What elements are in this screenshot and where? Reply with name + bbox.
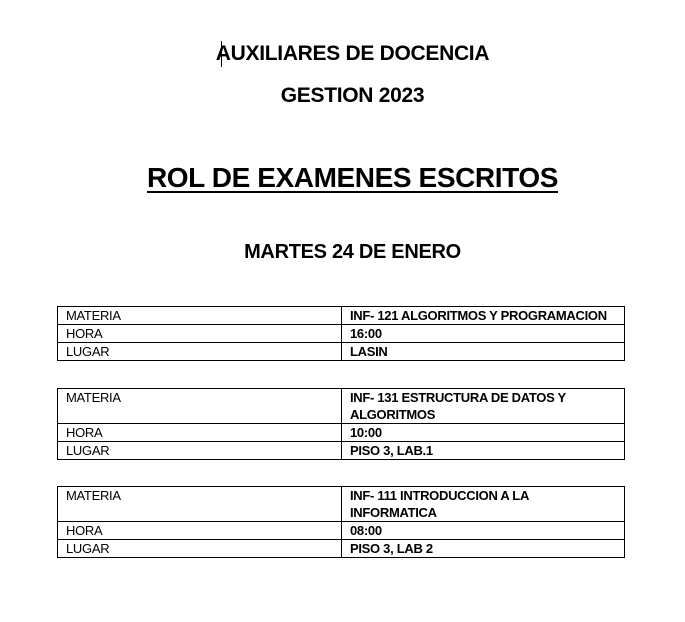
main-title bbox=[10, 159, 685, 197]
materia-label: MATERIA bbox=[58, 389, 342, 424]
hora-label: HORA bbox=[58, 424, 342, 442]
table-row bbox=[58, 442, 625, 460]
table-row bbox=[58, 389, 625, 424]
table-row bbox=[58, 325, 625, 343]
lugar-value: PISO 3, LAB.1 bbox=[342, 442, 625, 460]
table-row bbox=[58, 487, 625, 522]
hora-label: HORA bbox=[58, 522, 342, 540]
materia-label: MATERIA bbox=[58, 487, 342, 522]
lugar-label: LUGAR bbox=[58, 442, 342, 460]
exam-table bbox=[57, 388, 625, 460]
table-row bbox=[58, 522, 625, 540]
document-subtitle: GESTION 2023 bbox=[280, 84, 425, 107]
lugar-value: LASIN bbox=[342, 343, 625, 361]
materia-value: INF- 131 ESTRUCTURA DE DATOS Y ALGORITMOS bbox=[342, 389, 625, 424]
hora-label: HORA bbox=[58, 325, 342, 343]
lugar-label: LUGAR bbox=[58, 343, 342, 361]
hora-value: 10:00 bbox=[342, 424, 625, 442]
hora-value: 08:00 bbox=[342, 522, 625, 540]
lugar-value: PISO 3, LAB 2 bbox=[342, 540, 625, 558]
exam-table bbox=[57, 486, 625, 558]
document-title: AUXILIARES DE DOCENCIA bbox=[215, 42, 490, 65]
hora-value: 16:00 bbox=[342, 325, 625, 343]
materia-label: MATERIA bbox=[58, 307, 342, 325]
table-row bbox=[58, 424, 625, 442]
materia-value: INF- 121 ALGORITMOS Y PROGRAMACION bbox=[342, 307, 625, 325]
exam-table bbox=[57, 306, 625, 361]
table-row bbox=[58, 307, 625, 325]
main-title-text: ROL DE EXAMENES ESCRITOS bbox=[146, 162, 558, 193]
materia-value: INF- 111 INTRODUCCION A LA INFORMATICA bbox=[342, 487, 625, 522]
table-row bbox=[58, 343, 625, 361]
table-row bbox=[58, 540, 625, 558]
exam-date: MARTES 24 DE ENERO bbox=[244, 241, 461, 263]
lugar-label: LUGAR bbox=[58, 540, 342, 558]
